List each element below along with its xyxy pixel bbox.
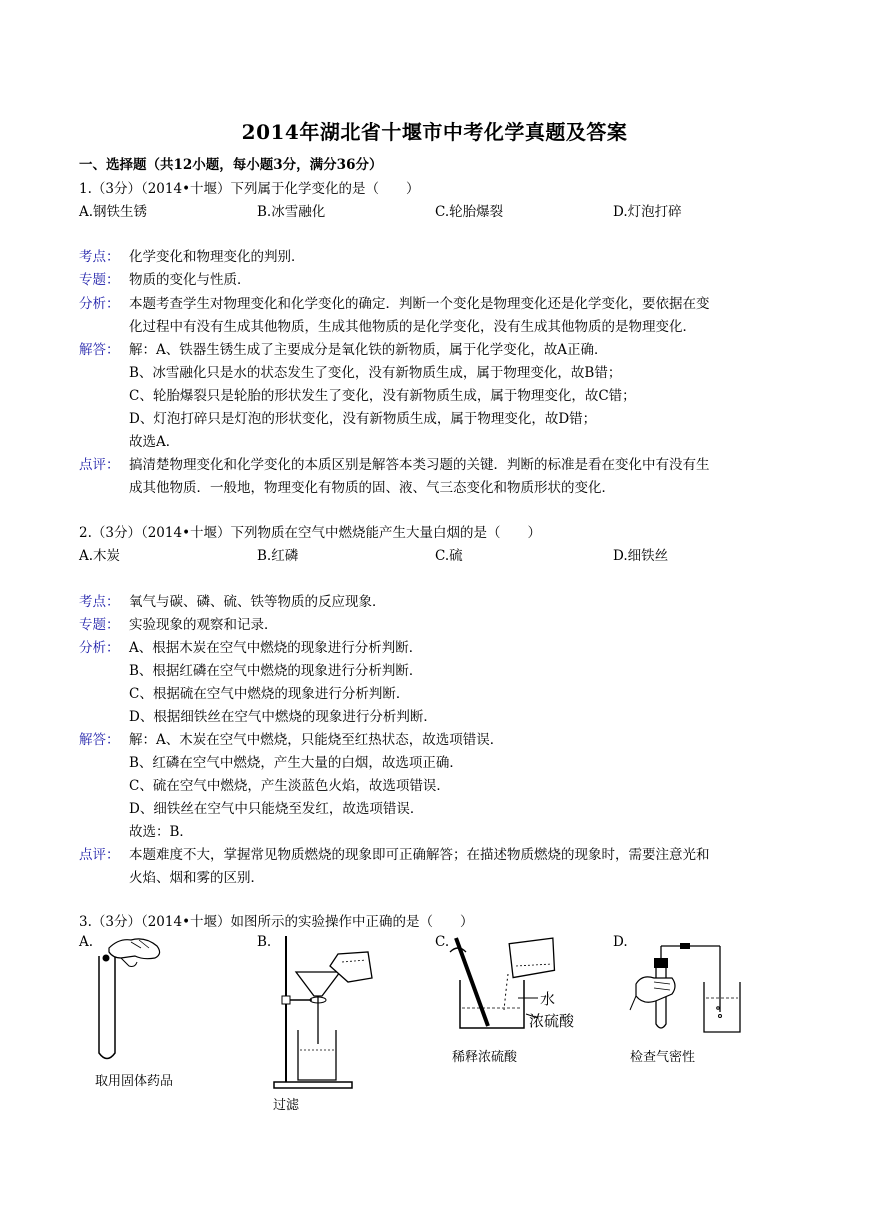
q2-option-b[interactable]: B.红磷 <box>257 548 299 564</box>
q2-dianping-line: 本题难度不大，掌握常见物质燃烧的现象即可正确解答；在描述物质燃烧的现象时，需要注意光和 <box>129 847 710 863</box>
q1-option-c[interactable]: C.轮胎爆裂 <box>435 204 504 220</box>
page-title: 2014年湖北省十堰市中考化学真题及答案 <box>241 120 628 144</box>
figure-c-acid-label: 浓硫酸 <box>529 1012 575 1030</box>
figure-a-caption: 取用固体药品 <box>95 1074 174 1089</box>
q1-zhuanti: 物质的变化与性质． <box>129 272 251 288</box>
q2-zhuanti-label: 专题： <box>79 617 120 633</box>
q1-zhuanti-label: 专题： <box>79 272 120 288</box>
q1-dianping-line: 搞清楚物理变化和化学变化的本质区别是解答本类习题的关键．判断的标准是看在变化中有没有生 <box>129 457 710 473</box>
q3-option-d[interactable]: D. <box>613 934 628 950</box>
q2-option-a[interactable]: A.木炭 <box>79 548 121 564</box>
q1-jieda-label: 解答： <box>79 342 120 358</box>
section-heading: 一、选择题（共12小题，每小题3分，满分36分） <box>79 157 383 173</box>
figure-b-caption: 过滤 <box>273 1098 300 1113</box>
q2-kaodian-label: 考点： <box>79 594 120 610</box>
q1-kaodian-label: 考点： <box>79 249 120 265</box>
q3-option-a[interactable]: A. <box>79 934 94 950</box>
q3-stem: 3.（3分）（2014•十堰）如图所示的实验操作中正确的是（ ） <box>79 914 474 930</box>
figure-c-water-label: 水 <box>540 990 556 1008</box>
figure-d-caption: 检查气密性 <box>630 1050 696 1065</box>
q2-kaodian: 氧气与碳、磷、硫、铁等物质的反应现象． <box>129 594 386 610</box>
q2-option-c[interactable]: C.硫 <box>435 548 463 564</box>
q1-fenxi-line: 化过程中有没有生成其他物质，生成其他物质的是化学变化，没有生成其他物质的是物理变化． <box>129 319 696 335</box>
q2-jieda-line: D、细铁丝在空气中只能烧至发红，故选项错误． <box>129 801 424 817</box>
q1-stem: 1.（3分）（2014•十堰）下列属于化学变化的是（ ） <box>79 181 420 197</box>
q1-jieda-line: D、灯泡打碎只是灯泡的形状变化，没有新物质生成，属于物理变化，故D错； <box>129 411 597 427</box>
q2-fenxi-line: C、根据硫在空气中燃烧的现象进行分析判断． <box>129 686 410 702</box>
q1-jieda-line: 解：A、铁器生锈生成了主要成分是氧化铁的新物质，属于化学变化，故A正确． <box>129 342 608 358</box>
q2-zhuanti: 实验现象的观察和记录． <box>129 617 278 633</box>
q1-dianping-line: 成其他物质．一般地，物理变化有物质的固、液、气三态变化和物质形状的变化． <box>129 480 615 496</box>
q1-fenxi-label: 分析： <box>79 296 120 312</box>
q1-jieda-line: C、轮胎爆裂只是轮胎的形状发生了变化，没有新物质生成，属于物理变化，故C错； <box>129 388 636 404</box>
q2-jieda-label: 解答： <box>79 732 120 748</box>
q2-jieda-line: 故选：B． <box>129 824 193 840</box>
q2-fenxi-label: 分析： <box>79 640 120 656</box>
q3-option-b[interactable]: B. <box>257 934 272 950</box>
q2-jieda-line: C、硫在空气中燃烧，产生淡蓝色火焰，故选项错误． <box>129 778 450 794</box>
q2-fenxi-line: B、根据红磷在空气中燃烧的现象进行分析判断． <box>129 663 423 679</box>
q1-kaodian: 化学变化和物理变化的判别． <box>129 249 305 265</box>
q2-option-d[interactable]: D.细铁丝 <box>613 548 669 564</box>
q1-fenxi-line: 本题考查学生对物理变化和化学变化的确定．判断一个变化是物理变化还是化学变化，要依据在变 <box>129 296 710 312</box>
q2-jieda-line: B、红磷在空气中燃烧，产生大量的白烟，故选项正确． <box>129 755 463 771</box>
q2-dianping-label: 点评： <box>79 847 120 863</box>
q2-fenxi-line: D、根据细铁丝在空气中燃烧的现象进行分析判断． <box>129 709 437 725</box>
q2-stem: 2.（3分）（2014•十堰）下列物质在空气中燃烧能产生大量白烟的是（ ） <box>79 525 542 541</box>
figure-c-caption: 稀释浓硫酸 <box>452 1050 518 1065</box>
figure-b-filtration-illustration <box>268 932 388 1092</box>
q1-jieda-line: 故选A． <box>129 434 180 450</box>
q2-dianping-line: 火焰、烟和雾的区别． <box>129 870 264 886</box>
q1-option-a[interactable]: A.钢铁生锈 <box>79 204 148 220</box>
q2-jieda-line: 解：A、木炭在空气中燃烧，只能烧至红热状态，故选项错误． <box>129 732 504 748</box>
figure-d-airtightness-illustration <box>628 938 748 1038</box>
figure-a-test-tube-illustration <box>85 928 175 1068</box>
q1-jieda-line: B、冰雪融化只是水的状态发生了变化，没有新物质生成，属于物理变化，故B错； <box>129 365 622 381</box>
q1-dianping-label: 点评： <box>79 457 120 473</box>
q3-option-c[interactable]: C. <box>435 934 450 950</box>
q1-option-b[interactable]: B.冰雪融化 <box>257 204 326 220</box>
q2-fenxi-line: A、根据木炭在空气中燃烧的现象进行分析判断． <box>129 640 423 656</box>
q1-option-d[interactable]: D.灯泡打碎 <box>613 204 682 220</box>
